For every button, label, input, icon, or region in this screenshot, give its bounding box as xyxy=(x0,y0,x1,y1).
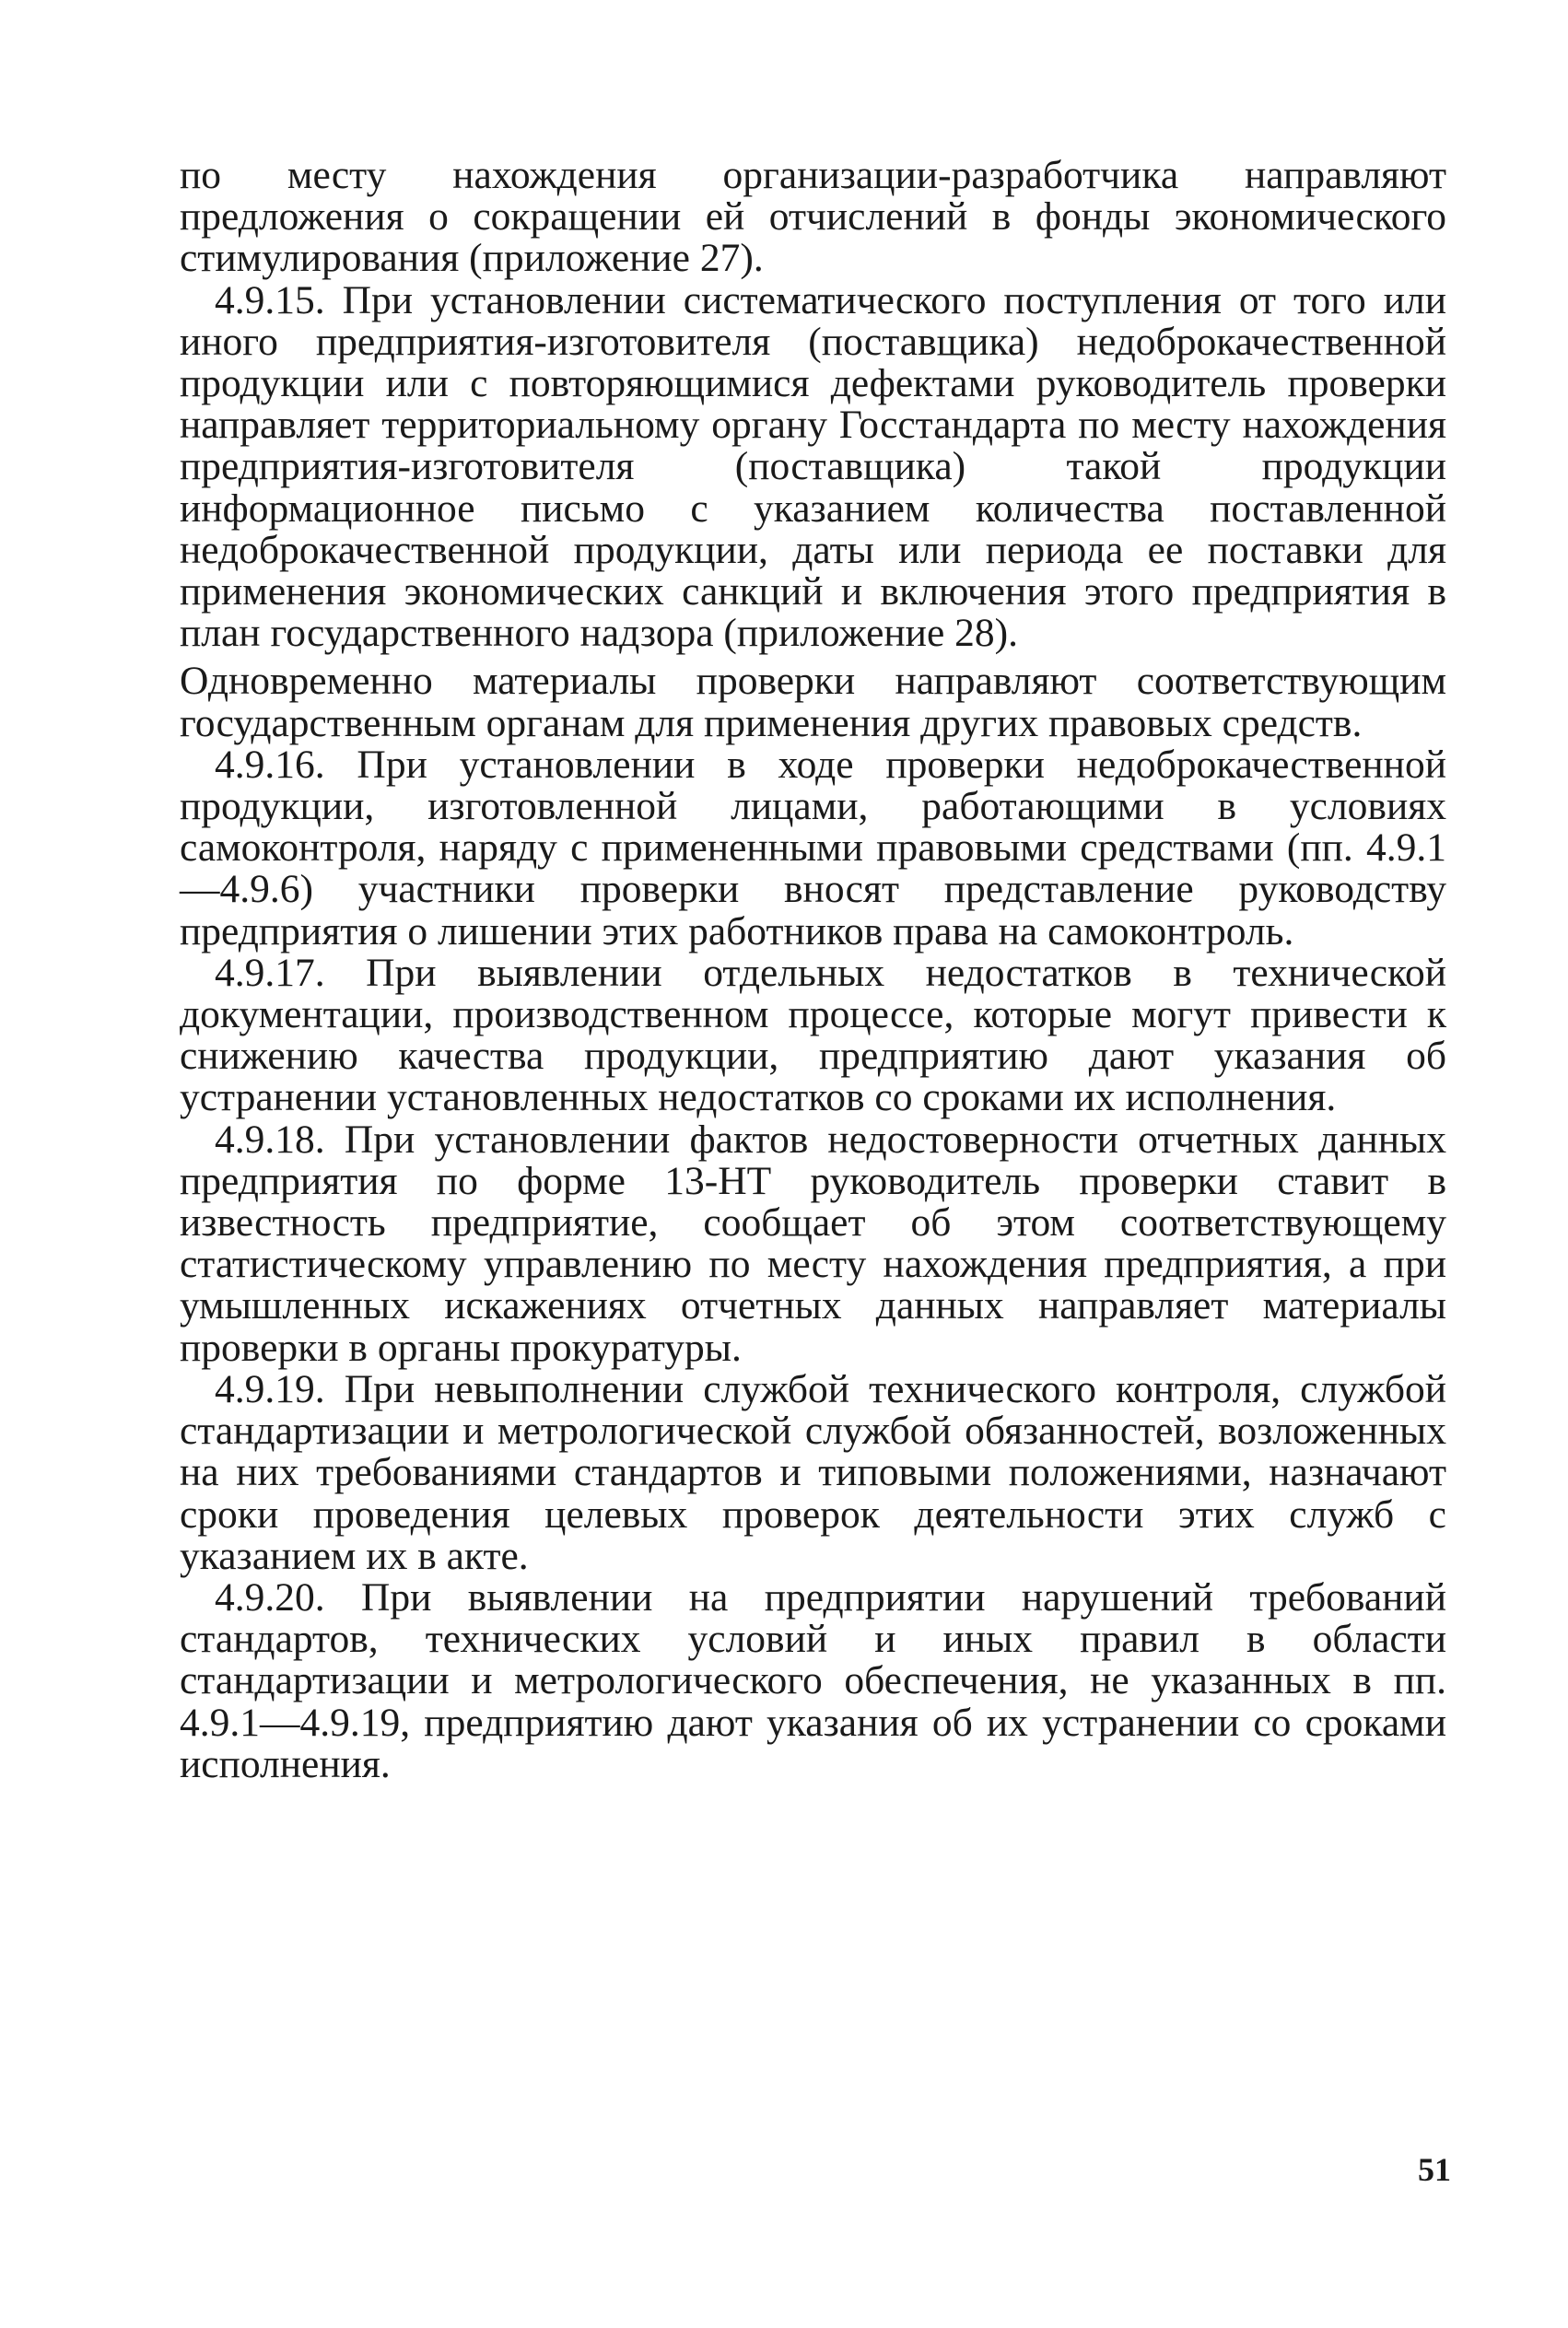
paragraph-4-9-17: 4.9.17. При выявлении отдельных недостатков в технической документации, производственном процессе, которые могут привести к снижению качества продукции, предприятию дают указания об устранении установленных недостатков со сроками их исполнения. xyxy=(180,950,1446,1120)
page-number: 51 xyxy=(1418,2151,1451,2188)
paragraph-4-9-16: 4.9.16. При установлении в ходе проверки недоброкачественной продукции, изготовленной лицами, работающими в условиях самоконтроля, наряду с примененными правовыми средствами (пп. 4.9.1—4.9.6) участники проверки вносят представление руководству предприятия о лишении этих работников права на самоконтроль. xyxy=(180,742,1446,953)
paragraph-simultaneously: Одновременно материалы проверки направляют соответствующим государственным органам для применения других правовых средств. xyxy=(180,659,1446,745)
paragraph-4-9-19: 4.9.19. При невыполнении службой технического контроля, службой стандартизации и метрологической службой обязанностей, возложенных на них требованиями стандартов и типовыми положениями, назначают сроки проведения целевых проверок деятельности этих служб с указанием их в акте. xyxy=(180,1366,1446,1578)
paragraph-4-9-18: 4.9.18. При установлении фактов недостоверности отчетных данных предприятия по форме 13-НТ руководитель проверки ставит в известность предприятие, сообщает об этом соответствующему статистическому управлению по месту нахождения предприятия, а при умышленных искажениях отчетных данных направляет материалы проверки в органы прокуратуры. xyxy=(180,1117,1446,1370)
paragraph-continuation: по месту нахождения организации-разработчика направляют предложения о сокращении ей отчислений в фонды экономического стимулирования (приложение 27). xyxy=(180,153,1446,281)
paragraph-4-9-15: 4.9.15. При установлении систематического поступления от того или иного предприятия-изготовителя (поставщика) недоброкачественной продукции или с повторяющимися дефектами руководитель проверки направляет территориальному органу Госстандарта по месту нахождения предприятия-изготовителя (поставщика) такой продукции информационное письмо с указанием количества поставленной недоброкачественной продукции, даты или периода ее поставки для применения экономических санкций и включения этого предприятия в план государственного надзора (приложение 28). xyxy=(180,277,1446,656)
page-body xyxy=(180,155,1446,1785)
paragraph-4-9-20: 4.9.20. При выявлении на предприятии нарушений требований стандартов, технических условий и иных правил в области стандартизации и метрологического обеспечения, не указанных в пп. 4.9.1—4.9.19, предприятию дают указания об их устранении со сроками исполнения. xyxy=(180,1574,1446,1786)
